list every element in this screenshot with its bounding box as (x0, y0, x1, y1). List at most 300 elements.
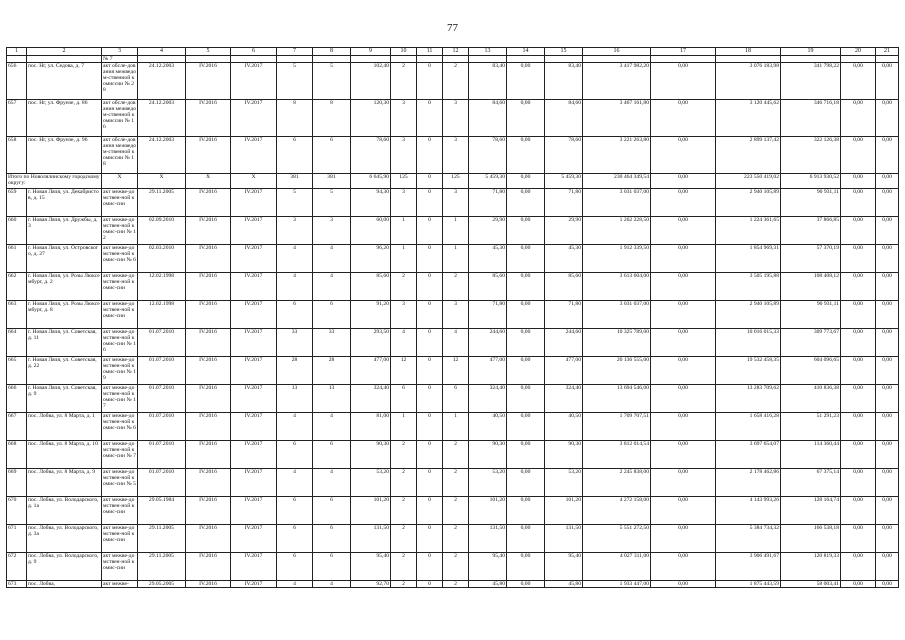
table-cell: 0 (417, 497, 443, 525)
table-cell: 0,00 (841, 385, 876, 413)
table-cell: 244,60 (545, 329, 583, 357)
table-cell: 668 (7, 441, 27, 469)
table-cell: 3 (443, 301, 469, 329)
table-cell: 0,00 (876, 413, 899, 441)
table-cell: 3 120 445,62 (716, 100, 781, 137)
table-cell: 01.07.2010 (138, 413, 186, 441)
table-cell: 13 694 546,00 (583, 385, 651, 413)
table-cell: 662 (7, 273, 27, 301)
table-cell: г. Новая Ляля, ул. Розы Люксембург, д. 8 (27, 301, 102, 329)
table-cell: 102,40 (351, 63, 391, 100)
table-cell: 108 408,12 (781, 273, 841, 301)
table-cell: 128 164,74 (781, 497, 841, 525)
table-cell: 45,80 (545, 581, 583, 588)
total-row (7, 174, 899, 189)
table-cell: пос. Лобва, ул. 8 Марта, д. 9 (27, 469, 102, 497)
table-cell: 29,90 (469, 217, 507, 245)
table-cell: 0,00 (876, 581, 899, 588)
table-cell: 0 (417, 189, 443, 217)
table-cell: 45,30 (469, 245, 507, 273)
table-cell: 37 866,85 (781, 217, 841, 245)
table-cell: 656 (7, 63, 27, 100)
table-cell: IV.2016 (186, 100, 231, 137)
table-cell: 1 224 361,65 (716, 217, 781, 245)
table-row (7, 63, 899, 100)
total-cell: 0,00 (507, 174, 545, 189)
table-cell: 0,00 (841, 137, 876, 174)
column-number-row (7, 48, 899, 56)
table-cell: 2 (443, 553, 469, 581)
column-number: 15 (545, 48, 583, 56)
table-cell: 1 262 228,50 (583, 217, 651, 245)
table-cell: 2 899 137,42 (716, 137, 781, 174)
column-number: 2 (27, 48, 102, 56)
total-cell: 125 (443, 174, 469, 189)
table-cell: 6 (277, 301, 313, 329)
table-cell: 2 (443, 441, 469, 469)
table-cell: 667 (7, 413, 27, 441)
table-cell: 0 (417, 100, 443, 137)
table-cell: 0,00 (876, 100, 899, 137)
table-cell: 0,00 (507, 413, 545, 441)
table-cell: акт межве-домствен-ной комис-сии № 7 (102, 441, 138, 469)
table-cell: 0,00 (841, 357, 876, 385)
table-cell (138, 56, 186, 63)
table-cell: 0,00 (651, 385, 716, 413)
table-cell: 13 (277, 385, 313, 413)
table-cell (417, 56, 443, 63)
table-cell: пос. Лобва, ул. Володарского, д. 9 (27, 553, 102, 581)
table-cell (277, 56, 313, 63)
table-cell: 6 (313, 137, 351, 174)
table-row (7, 329, 899, 357)
table-cell: 71,80 (469, 189, 507, 217)
table-cell: 1 709 707,51 (583, 413, 651, 441)
table-cell: пос. Лобва, ул. Володарского, д. 1а (27, 497, 102, 525)
table-cell (841, 56, 876, 63)
table-cell: 19 532 458,35 (716, 357, 781, 385)
table-cell: 0,00 (507, 385, 545, 413)
table-row (7, 441, 899, 469)
total-cell: 381 (313, 174, 351, 189)
table-cell: IV.2017 (231, 469, 277, 497)
table-cell: IV.2016 (186, 245, 231, 273)
table-cell: 2 (391, 441, 417, 469)
table-cell: 3 (391, 189, 417, 217)
table-cell (507, 56, 545, 63)
table-cell (469, 56, 507, 63)
table-cell: 322 126,38 (781, 137, 841, 174)
table-cell: 45,80 (469, 581, 507, 588)
table-cell: 4 (277, 581, 313, 588)
table-row (7, 469, 899, 497)
table-cell: 4 (313, 413, 351, 441)
total-cell: X (138, 174, 186, 189)
table-cell: 0,00 (507, 553, 545, 581)
table-cell: 0,00 (841, 497, 876, 525)
column-number: 14 (507, 48, 545, 56)
table-cell: 0,00 (507, 581, 545, 588)
table-cell: 2 (391, 273, 417, 301)
table-cell: 29.05.1984 (138, 497, 186, 525)
table-cell: 0 (417, 413, 443, 441)
table-cell: 0,00 (507, 137, 545, 174)
table-cell (716, 56, 781, 63)
table-cell: 0,00 (841, 63, 876, 100)
table-row (7, 189, 899, 217)
table-cell: 4 (313, 469, 351, 497)
column-number: 20 (841, 48, 876, 56)
table-cell (583, 56, 651, 63)
table-cell: 3 031 037,00 (583, 189, 651, 217)
table-cell: 0,00 (507, 329, 545, 357)
table-cell: 33 (277, 329, 313, 357)
table-cell: 3 (443, 137, 469, 174)
table-cell: IV.2017 (231, 525, 277, 553)
table-cell: 24.12.2003 (138, 100, 186, 137)
table-cell: 410 836,38 (781, 385, 841, 413)
table-cell: 0,00 (876, 469, 899, 497)
column-number: 9 (351, 48, 391, 56)
table-cell: 0,00 (841, 581, 876, 588)
table-cell: акт межве-домствен-ной комис-сии (102, 301, 138, 329)
table-cell: 0,00 (876, 273, 899, 301)
column-number: 3 (102, 48, 138, 56)
table-cell: 45,30 (545, 245, 583, 273)
table-cell: 6 (277, 137, 313, 174)
table-cell: IV.2016 (186, 329, 231, 357)
table-cell: 604 096,65 (781, 357, 841, 385)
total-cell: 6 645,90 (351, 174, 391, 189)
total-cell: X (102, 174, 138, 189)
table-cell: IV.2017 (231, 245, 277, 273)
table-cell: IV.2017 (231, 357, 277, 385)
table-cell: IV.2017 (231, 413, 277, 441)
table-cell: 1 912 339,50 (583, 245, 651, 273)
table-cell: акт межве-домствен-ной комис-сии № 19 (102, 357, 138, 385)
table-cell: IV.2017 (231, 497, 277, 525)
table-cell: 2 (391, 553, 417, 581)
table-cell: 0,00 (841, 301, 876, 329)
table-cell: 0,00 (841, 525, 876, 553)
table-cell: 2 940 105,89 (716, 301, 781, 329)
table-cell: 29.11.2005 (138, 525, 186, 553)
table-cell: акт межве-домствен-ной комис-сии (102, 189, 138, 217)
table-cell: пос. Лобва, ул. 8 Марта, д. 10 (27, 441, 102, 469)
table-cell: 114 360,44 (781, 441, 841, 469)
table-cell: 3 031 037,00 (583, 301, 651, 329)
table-cell: 0,00 (876, 301, 899, 329)
table-cell: IV.2016 (186, 189, 231, 217)
table-cell: 0,00 (507, 441, 545, 469)
table-cell: 0,00 (876, 245, 899, 273)
table-cell: 6 (313, 525, 351, 553)
table-cell: 10 325 789,00 (583, 329, 651, 357)
table-cell: 0,00 (651, 581, 716, 588)
table-cell: 78,60 (351, 137, 391, 174)
table-cell: 6 (443, 385, 469, 413)
table-cell: 5 (313, 63, 351, 100)
table-cell: 2 940 105,89 (716, 189, 781, 217)
table-cell: 120,30 (351, 100, 391, 137)
table-cell: 53,20 (469, 469, 507, 497)
table-cell: 4 027 311,00 (583, 553, 651, 581)
table-row (7, 301, 899, 329)
table-cell: 0,00 (651, 273, 716, 301)
table-cell: 0,00 (841, 441, 876, 469)
table-cell: 0,00 (876, 137, 899, 174)
table-cell: 1 658 416,28 (716, 413, 781, 441)
table-row (7, 100, 899, 137)
table-cell: IV.2017 (231, 137, 277, 174)
table-cell: 0 (417, 245, 443, 273)
table-cell: 0,00 (876, 385, 899, 413)
table-row (7, 137, 899, 174)
table-cell: 8 (313, 100, 351, 137)
table-cell: 53,20 (545, 469, 583, 497)
table-cell: 4 (277, 273, 313, 301)
table-cell: 12.02.1998 (138, 301, 186, 329)
column-number: 13 (469, 48, 507, 56)
table-cell: 663 (7, 301, 27, 329)
table-cell: 90 931,11 (781, 189, 841, 217)
table-cell: 0 (417, 301, 443, 329)
table-cell: 6 (313, 553, 351, 581)
table-cell: 13 283 709,62 (716, 385, 781, 413)
table-cell: г. Новая Ляля, ул. Дружбы, д. 3 (27, 217, 102, 245)
table-cell: IV.2017 (231, 441, 277, 469)
table-cell: 0 (417, 217, 443, 245)
table-cell: 2 (443, 469, 469, 497)
table-cell (781, 56, 841, 63)
table-cell: 0,00 (651, 137, 716, 174)
table-cell: 13 (313, 385, 351, 413)
table-cell: IV.2016 (186, 553, 231, 581)
table-cell: IV.2017 (231, 273, 277, 301)
total-cell: 125 (391, 174, 417, 189)
table-cell: 477,00 (469, 357, 507, 385)
table-cell: 4 (277, 413, 313, 441)
table-cell: 5 551 272,50 (583, 525, 651, 553)
table-cell: 01.07.2010 (138, 329, 186, 357)
table-cell (351, 56, 391, 63)
table-cell: 71,80 (545, 189, 583, 217)
total-cell: 0 (417, 174, 443, 189)
table-cell (545, 56, 583, 63)
table-cell: 5 (277, 63, 313, 100)
table-cell: 85,60 (545, 273, 583, 301)
table-cell: 29.11.2005 (138, 553, 186, 581)
table-cell: 3 (277, 217, 313, 245)
table-cell: акт обсле-дования межведом-ственной комиссии № 16 (102, 100, 138, 137)
table-cell: IV.2016 (186, 525, 231, 553)
table-cell: 120 819,33 (781, 553, 841, 581)
table-cell: 659 (7, 189, 27, 217)
table-cell: 0 (417, 273, 443, 301)
column-number: 18 (716, 48, 781, 56)
table-cell: 1 933 447,00 (583, 581, 651, 588)
table-cell: 166 538,18 (781, 525, 841, 553)
table-cell: 2 178 462,86 (716, 469, 781, 497)
total-cell: 230 464 349,54 (583, 174, 651, 189)
table-cell: 3 (313, 217, 351, 245)
table-cell: 0,00 (651, 469, 716, 497)
table-cell: 0,00 (876, 497, 899, 525)
table-cell: 0,00 (876, 441, 899, 469)
table-cell: 4 (313, 273, 351, 301)
table-cell: 83,40 (469, 63, 507, 100)
table-row (7, 385, 899, 413)
table-cell: 20 136 555,00 (583, 357, 651, 385)
table-cell: 1 (391, 413, 417, 441)
table-cell: пос. Нг, ул. Седова, д. 7 (27, 63, 102, 100)
table-cell: 6 (277, 525, 313, 553)
table-cell: IV.2017 (231, 100, 277, 137)
table-cell: 3 (391, 301, 417, 329)
total-cell: 0,00 (651, 174, 716, 189)
table-cell: 84,60 (469, 100, 507, 137)
column-number: 19 (781, 48, 841, 56)
table-cell: 0,00 (507, 301, 545, 329)
column-number: 5 (186, 48, 231, 56)
table-cell: 90 931,11 (781, 301, 841, 329)
table-cell: 0,00 (876, 525, 899, 553)
table-cell: IV.2016 (186, 357, 231, 385)
table-cell: 81,00 (351, 413, 391, 441)
table-cell: 28 (277, 357, 313, 385)
table-cell: г. Новая Ляля, ул. Островского, д. 27 (27, 245, 102, 273)
table-cell: 477,00 (351, 357, 391, 385)
table-cell: 3 417 982,20 (583, 63, 651, 100)
table-cell: 12 (391, 357, 417, 385)
table-cell: 0,00 (651, 189, 716, 217)
table-cell: 1 (443, 217, 469, 245)
total-cell: 0,00 (876, 174, 899, 189)
table-cell: 90,30 (545, 441, 583, 469)
table-cell: 0 (417, 357, 443, 385)
table-cell: 671 (7, 525, 27, 553)
table-cell: пос. Нг, ул. Фрунзе, д. 96 (27, 137, 102, 174)
table-cell: 95,40 (351, 553, 391, 581)
table-cell: IV.2016 (186, 63, 231, 100)
table-cell: 1 (443, 413, 469, 441)
table-cell: 12 (443, 357, 469, 385)
table-cell: 02.09.2010 (138, 217, 186, 245)
table-cell: 0,00 (507, 273, 545, 301)
table-cell: IV.2016 (186, 137, 231, 174)
table-cell: 0,00 (841, 100, 876, 137)
table-cell: 3 697 654,07 (716, 441, 781, 469)
table-cell: 1 (391, 217, 417, 245)
table-cell: 01.07.2010 (138, 357, 186, 385)
total-cell: 5 459,30 (545, 174, 583, 189)
table-cell: пос. Лобва, (27, 581, 102, 588)
table-cell: 1 875 443,59 (716, 581, 781, 588)
column-number: 16 (583, 48, 651, 56)
table-cell: 666 (7, 385, 27, 413)
table-cell: 60,00 (351, 217, 391, 245)
table-row (7, 553, 899, 581)
table-cell: № 7 (102, 56, 138, 63)
table-cell: 2 (391, 63, 417, 100)
table-cell: 661 (7, 245, 27, 273)
page-number: 77 (447, 22, 458, 34)
table-cell: 90,30 (351, 441, 391, 469)
table-cell: 1 (391, 245, 417, 273)
table-row (7, 413, 899, 441)
table-cell: 4 (391, 329, 417, 357)
table-cell (27, 56, 102, 63)
table-cell: 3 467 161,80 (583, 100, 651, 137)
table-cell: 95,40 (545, 553, 583, 581)
table-cell: 6 (313, 441, 351, 469)
table-cell: 293,50 (351, 329, 391, 357)
table-cell: г. Новая Ляля, ул. Розы Люксембург, д. 2 (27, 273, 102, 301)
table-cell: 0,00 (876, 357, 899, 385)
table-cell: 2 (391, 581, 417, 588)
table-cell: 5 (277, 189, 313, 217)
table-cell: 131,50 (545, 525, 583, 553)
housing-program-table (6, 47, 899, 588)
table-cell: IV.2017 (231, 189, 277, 217)
table-cell: 2 (443, 63, 469, 100)
table-cell: 131,50 (469, 525, 507, 553)
table-cell: 0,00 (841, 553, 876, 581)
table-cell: 341 798,22 (781, 63, 841, 100)
table-cell: 71,80 (469, 301, 507, 329)
column-number: 8 (313, 48, 351, 56)
table-cell: 664 (7, 329, 27, 357)
table-cell: 6 (277, 553, 313, 581)
table-cell: IV.2017 (231, 329, 277, 357)
table-cell: 669 (7, 469, 27, 497)
table-cell: 324,40 (469, 385, 507, 413)
table-cell: 85,60 (351, 273, 391, 301)
table-cell: акт межве-домствен-ной комис-сии (102, 525, 138, 553)
table-cell (186, 56, 231, 63)
column-number: 21 (876, 48, 899, 56)
table-cell: 346 716,18 (781, 100, 841, 137)
total-cell: 5 459,30 (469, 174, 507, 189)
table-cell: 670 (7, 497, 27, 525)
table-cell: 0,00 (651, 553, 716, 581)
table-cell: IV.2016 (186, 413, 231, 441)
table-cell: 53,20 (351, 469, 391, 497)
table-cell: 0,00 (651, 441, 716, 469)
table-cell: 2 245 838,00 (583, 469, 651, 497)
table-cell (876, 56, 899, 63)
table-cell: 83,40 (545, 63, 583, 100)
table-row (7, 245, 899, 273)
table-cell: 101,20 (469, 497, 507, 525)
table-row (7, 273, 899, 301)
table-cell: IV.2016 (186, 385, 231, 413)
table-cell: 4 (313, 245, 351, 273)
table-cell: 1 (443, 245, 469, 273)
table-cell: пос. Нг, ул. Фрунзе, д. 86 (27, 100, 102, 137)
table-cell: акт межве- (102, 581, 138, 588)
table-cell: 0,00 (876, 189, 899, 217)
table-cell: IV.2017 (231, 553, 277, 581)
table-cell (443, 56, 469, 63)
table-cell: акт межве-домствен-ной комис-сии № 6 (102, 413, 138, 441)
table-cell: 0,00 (841, 217, 876, 245)
table-cell: 0,00 (507, 189, 545, 217)
column-number: 1 (7, 48, 27, 56)
table-cell: 0,00 (651, 525, 716, 553)
table-cell: 94,30 (351, 189, 391, 217)
table-cell: 78,60 (469, 137, 507, 174)
